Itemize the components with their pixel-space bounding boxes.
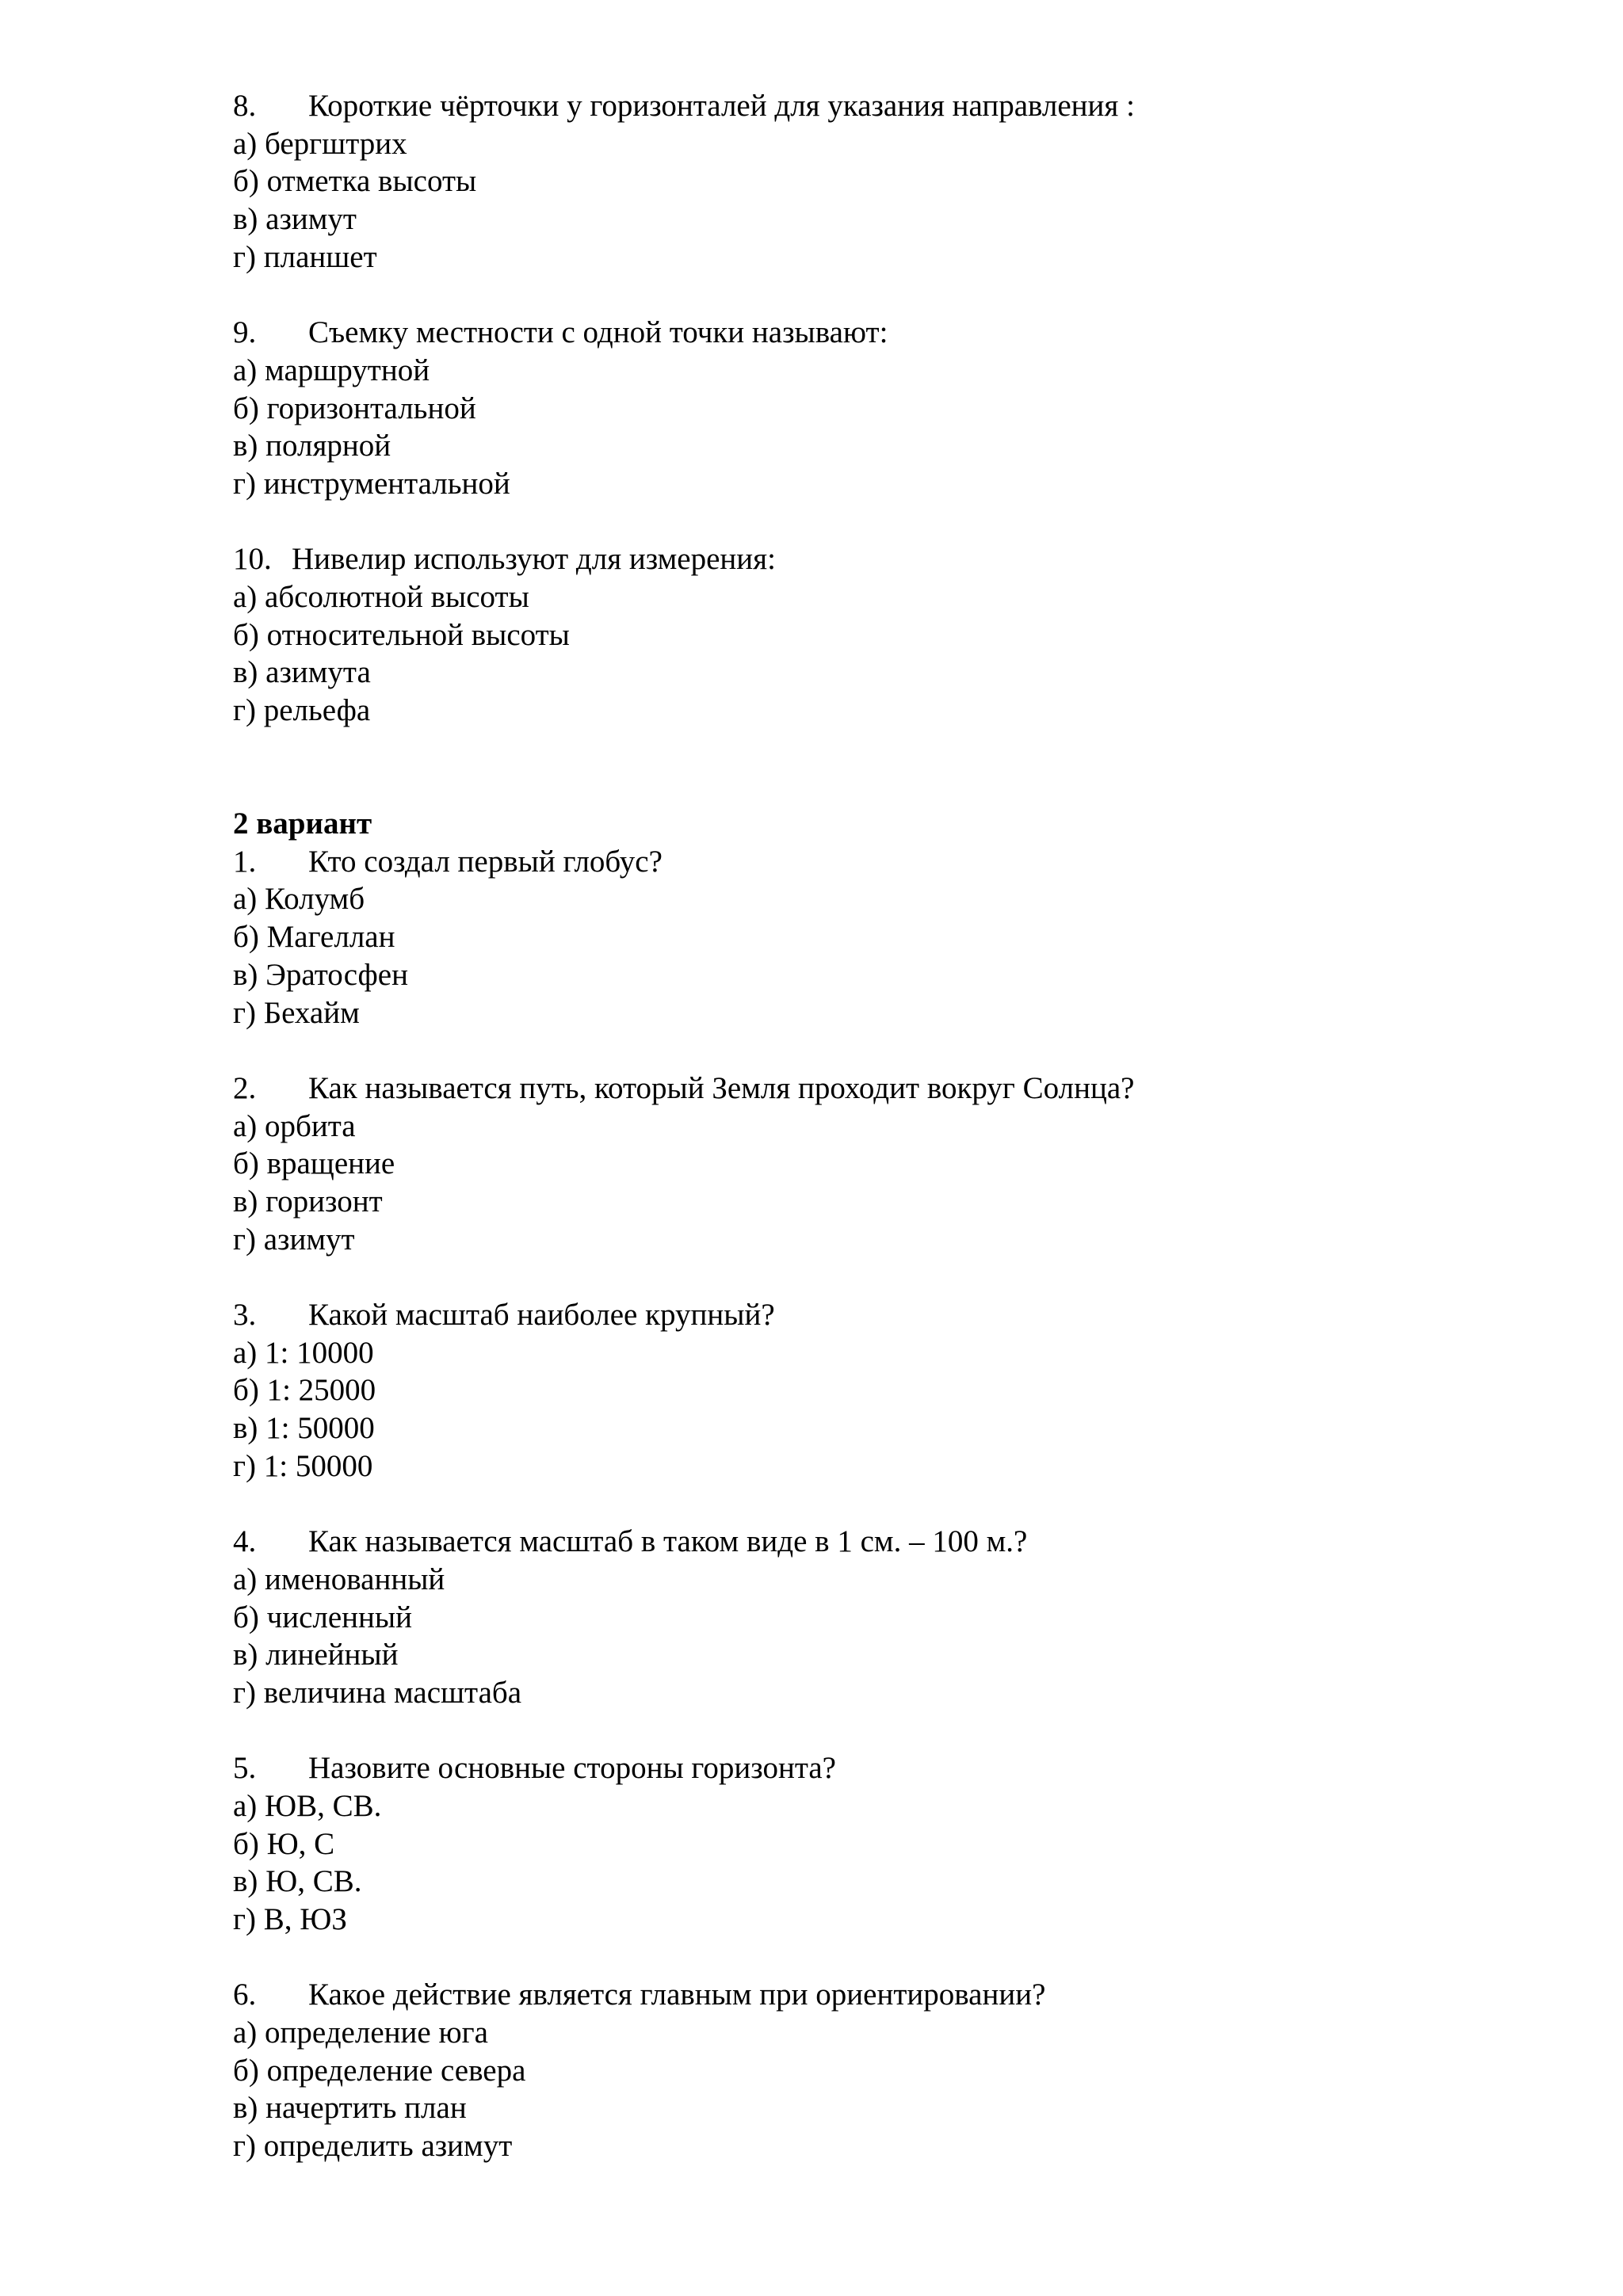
question-text: Какой масштаб наиболее крупный? bbox=[308, 1298, 775, 1333]
answer-option: г) величина масштаба bbox=[233, 1675, 522, 1710]
spacer bbox=[233, 1258, 1501, 1296]
question-line bbox=[233, 314, 1501, 352]
question-6 bbox=[233, 1976, 1501, 2164]
question-number: 6. bbox=[233, 1978, 257, 2012]
question-text: Нивелир используют для измерения: bbox=[292, 542, 776, 577]
question-8 bbox=[233, 87, 1501, 276]
question-number: 9. bbox=[233, 315, 257, 350]
answer-option: а) ЮВ, СВ. bbox=[233, 1788, 382, 1823]
answer-option: б) вращение bbox=[233, 1146, 395, 1181]
question-number: 8. bbox=[233, 89, 257, 123]
answer-option: г) рельефа bbox=[233, 693, 371, 727]
question-text: Короткие чёрточки у горизонталей для указания направления : bbox=[308, 89, 1135, 123]
question-text: Назовите основные стороны горизонта? bbox=[308, 1751, 836, 1786]
answer-option: б) отметка высоты bbox=[233, 164, 477, 199]
answer-option: а) маршрутной bbox=[233, 353, 430, 387]
spacer bbox=[233, 1939, 1501, 1977]
answer-option: б) численный bbox=[233, 1600, 412, 1634]
answer-option: в) начертить план bbox=[233, 2091, 467, 2126]
question-number: 10. bbox=[233, 542, 272, 577]
spacer bbox=[233, 730, 1501, 805]
answer-option: г) определить азимут bbox=[233, 2129, 513, 2164]
answer-option: в) азимут bbox=[233, 202, 357, 237]
answer-option: г) Бехайм bbox=[233, 995, 360, 1030]
answer-option: в) Эратосфен bbox=[233, 957, 408, 992]
variant-heading: 2 вариант bbox=[233, 807, 372, 841]
spacer bbox=[233, 1485, 1501, 1523]
question-text: Съемку местности с одной точки называют: bbox=[308, 315, 888, 350]
answer-option: б) Магеллан bbox=[233, 920, 395, 955]
answer-option: а) Колумб bbox=[233, 882, 365, 917]
question-number: 4. bbox=[233, 1524, 257, 1559]
question-number: 2. bbox=[233, 1070, 257, 1105]
spacer bbox=[233, 276, 1501, 314]
answer-option: г) инструментальной bbox=[233, 466, 510, 501]
answer-option: в) полярной bbox=[233, 429, 391, 463]
answer-option: а) именованный bbox=[233, 1562, 445, 1596]
answer-option: а) орбита bbox=[233, 1108, 356, 1143]
question-text: Какое действие является главным при ориентировании? bbox=[308, 1978, 1046, 2012]
answer-option: б) Ю, С bbox=[233, 1826, 335, 1861]
question-line bbox=[233, 1976, 1501, 2014]
question-3 bbox=[233, 1296, 1501, 1485]
question-4 bbox=[233, 1523, 1501, 1711]
question-line bbox=[233, 540, 1501, 578]
question-text: Как называется масштаб в таком виде в 1 см. – 100 м.? bbox=[308, 1524, 1028, 1559]
spacer bbox=[233, 1712, 1501, 1750]
question-text: Кто создал первый глобус? bbox=[308, 844, 663, 879]
question-line bbox=[233, 1523, 1501, 1561]
spacer bbox=[233, 1032, 1501, 1070]
question-number: 3. bbox=[233, 1298, 257, 1333]
answer-option: г) азимут bbox=[233, 1222, 355, 1257]
question-2 bbox=[233, 1070, 1501, 1258]
answer-option: б) определение севера bbox=[233, 2053, 526, 2088]
answer-option: в) 1: 50000 bbox=[233, 1411, 375, 1446]
question-line bbox=[233, 1749, 1501, 1787]
question-9 bbox=[233, 314, 1501, 502]
question-line bbox=[233, 1296, 1501, 1334]
question-line bbox=[233, 1070, 1501, 1108]
answer-option: г) В, ЮЗ bbox=[233, 1902, 347, 1937]
answer-option: а) бергштрих bbox=[233, 126, 407, 161]
question-line bbox=[233, 87, 1501, 125]
answer-option: в) Ю, СВ. bbox=[233, 1864, 362, 1899]
document-page bbox=[233, 87, 1501, 2165]
question-number: 1. bbox=[233, 844, 257, 879]
question-10 bbox=[233, 540, 1501, 729]
answer-option: а) абсолютной высоты bbox=[233, 579, 529, 614]
spacer bbox=[233, 503, 1501, 541]
answer-option: в) горизонт bbox=[233, 1184, 383, 1219]
answer-option: в) азимута bbox=[233, 655, 371, 690]
question-text: Как называется путь, который Земля проходит вокруг Солнца? bbox=[308, 1070, 1135, 1105]
answer-option: г) планшет bbox=[233, 239, 377, 274]
answer-option: б) 1: 25000 bbox=[233, 1373, 376, 1408]
answer-option: б) относительной высоты bbox=[233, 617, 570, 652]
question-1 bbox=[233, 843, 1501, 1032]
answer-option: б) горизонтальной bbox=[233, 391, 476, 425]
answer-option: в) линейный bbox=[233, 1638, 399, 1672]
answer-option: а) определение юга bbox=[233, 2016, 488, 2050]
answer-option: а) 1: 10000 bbox=[233, 1335, 374, 1370]
question-line bbox=[233, 843, 1501, 881]
question-number: 5. bbox=[233, 1751, 257, 1786]
answer-option: г) 1: 50000 bbox=[233, 1448, 373, 1483]
question-5 bbox=[233, 1749, 1501, 1938]
